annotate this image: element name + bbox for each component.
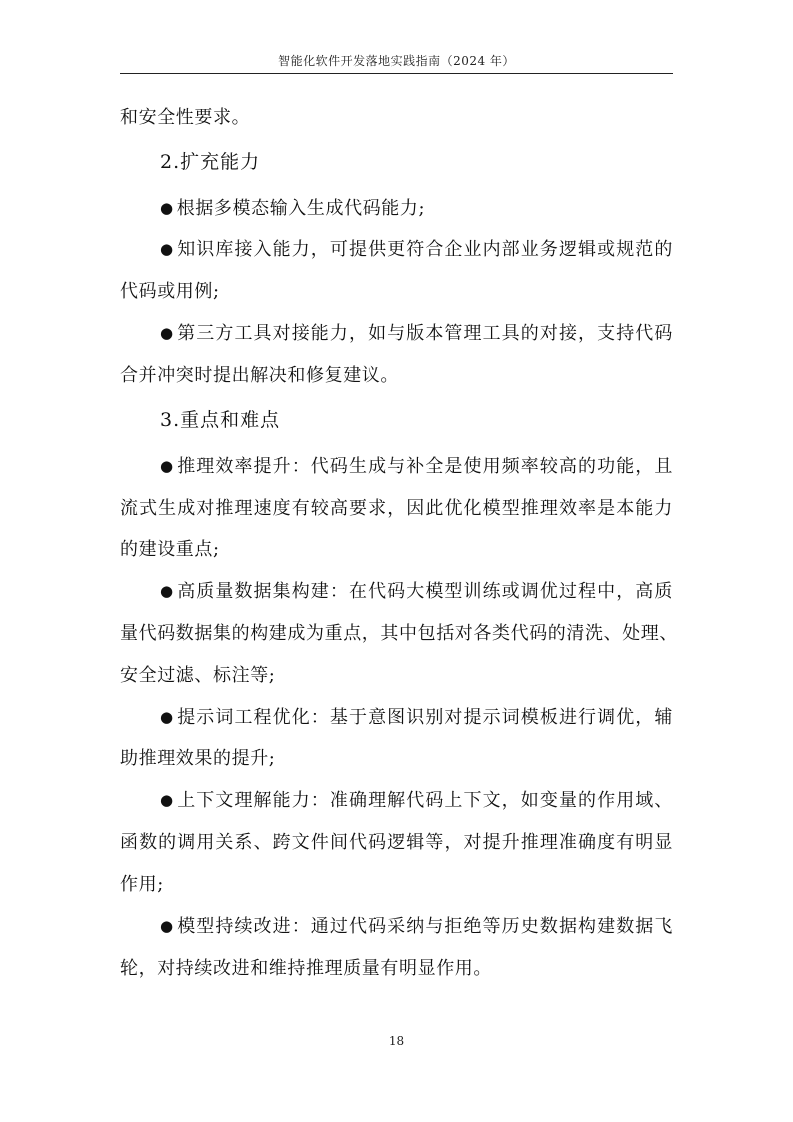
bullet-item-line (120, 580, 673, 604)
bullet-text: 第三方工具对接能力，如与版本管理工具的对接，支持代码 (176, 323, 673, 344)
bullet-text: 根据多模态输入生成代码能力; (176, 198, 426, 219)
section-heading: 2.扩充能力 (160, 151, 261, 173)
paragraph-line: 和安全性要求。 (120, 107, 251, 128)
bullet-item-line: 合并冲突时提出解决和修复建议。 (120, 365, 399, 386)
header-rule (120, 73, 673, 74)
bullet-item-line: 流式生成对推理速度有较高要求，因此优化模型推理效率是本能力 (120, 498, 673, 519)
bullet-icon: ● (160, 324, 174, 342)
bullet-item-line: 助推理效果的提升; (120, 748, 276, 769)
bullet-item-line (120, 455, 673, 479)
bullet-icon: ● (160, 199, 174, 217)
bullet-text: 模型持续改进：通过代码采纳与拒绝等历史数据构建数据飞 (176, 916, 673, 937)
bullet-item-line: 的建设重点; (120, 539, 220, 560)
bullet-icon: ● (160, 791, 174, 809)
bullet-text: 提示词工程优化：基于意图识别对提示词模板进行调优，辅 (176, 707, 673, 728)
page-number: 18 (388, 1034, 405, 1048)
bullet-icon: ● (160, 582, 174, 600)
bullet-item-line (120, 322, 673, 346)
bullet-item-line: 作用; (120, 874, 164, 895)
bullet-item-line: 轮，对持续改进和维持推理质量有明显作用。 (120, 958, 492, 979)
bullet-item-line (120, 238, 673, 262)
bullet-text: 知识库接入能力，可提供更符合企业内部业务逻辑或规范的 (176, 239, 673, 260)
bullet-icon: ● (160, 240, 174, 258)
running-header: 智能化软件开发落地实践指南（2024 年） (278, 54, 515, 68)
bullet-icon: ● (160, 708, 174, 726)
bullet-icon: ● (160, 457, 174, 475)
bullet-text: 高质量数据集构建：在代码大模型训练或调优过程中，高质 (176, 581, 673, 602)
section-heading: 3.重点和难点 (160, 409, 281, 431)
bullet-item-line: 量代码数据集的构建成为重点，其中包括对各类代码的清洗、处理、 (120, 623, 678, 644)
bullet-item-line (120, 915, 673, 939)
bullet-item-line (120, 706, 673, 730)
bullet-item-line: 代码或用例; (120, 281, 220, 302)
bullet-item-line: 函数的调用关系、跨文件间代码逻辑等，对提升推理准确度有明显 (120, 832, 673, 853)
bullet-item-line: 安全过滤、标注等; (120, 665, 276, 686)
bullet-text: 推理效率提升：代码生成与补全是使用频率较高的功能，且 (176, 456, 673, 477)
bullet-text: 上下文理解能力：准确理解代码上下文，如变量的作用域、 (176, 790, 673, 811)
bullet-icon: ● (160, 917, 174, 935)
bullet-item-line (120, 197, 673, 221)
bullet-item-line (120, 789, 673, 813)
